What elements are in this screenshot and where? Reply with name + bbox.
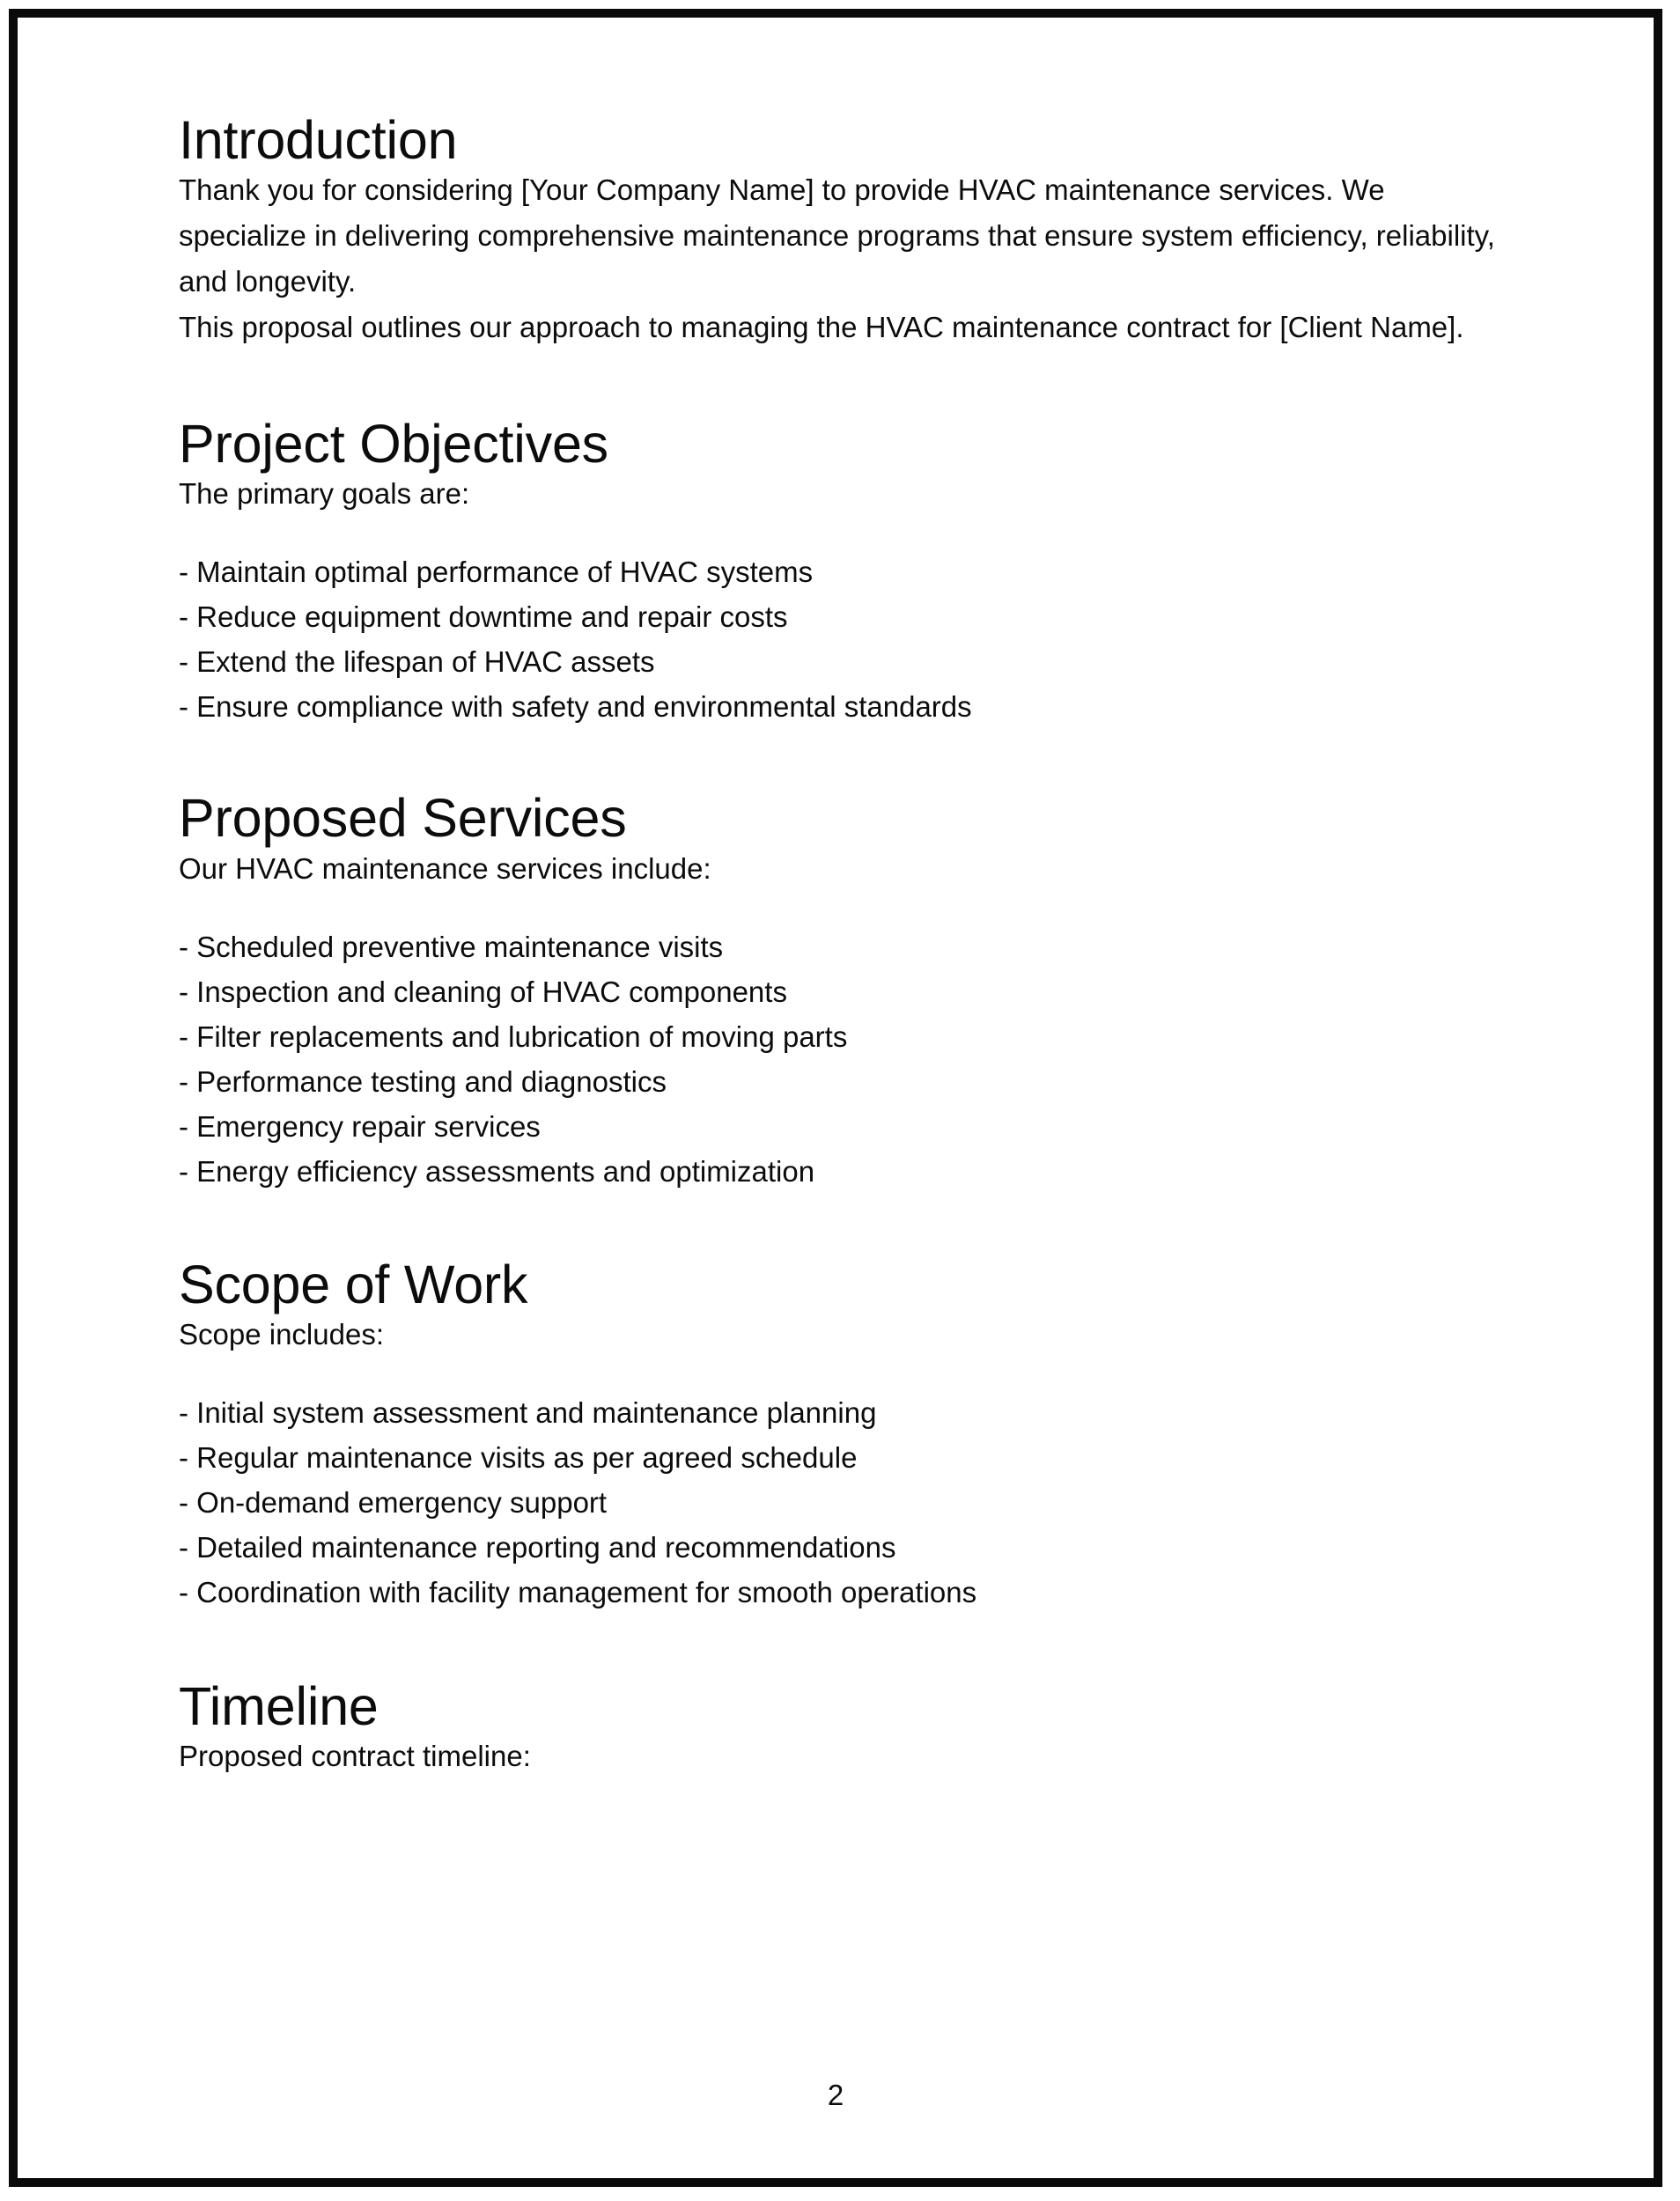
list-item: - Extend the lifespan of HVAC assets	[179, 645, 655, 679]
section-scope-of-work	[179, 1254, 1517, 1615]
list-item: - Reduce equipment downtime and repair costs	[179, 600, 788, 634]
page-border-frame	[9, 9, 1662, 2187]
document-page	[18, 18, 1654, 2178]
section-proposed-services	[179, 788, 1517, 1193]
list-item: - Maintain optimal performance of HVAC systems	[179, 556, 814, 589]
list-item: - Energy efficiency assessments and optimization	[179, 1154, 815, 1188]
heading-scope-of-work: Scope of Work	[179, 1254, 528, 1314]
list-proposed-services	[179, 924, 1517, 1194]
document-body	[179, 110, 1517, 1779]
section-timeline	[179, 1675, 1517, 1779]
list-project-objectives	[179, 549, 1517, 729]
section-project-objectives	[179, 416, 1517, 729]
section-introduction	[179, 110, 1517, 350]
list-item: - Inspection and cleaning of HVAC components	[179, 975, 787, 1008]
list-item: - Regular maintenance visits as per agreed schedule	[179, 1440, 858, 1474]
list-item: - Initial system assessment and maintenance planning	[179, 1395, 877, 1429]
list-item: - Ensure compliance with safety and environmental standards	[179, 690, 972, 724]
list-item: - On-demand emergency support	[179, 1485, 608, 1519]
heading-timeline: Timeline	[179, 1675, 379, 1736]
lead-project-objectives: The primary goals are:	[179, 477, 470, 511]
list-item: - Detailed maintenance reporting and recommendations	[179, 1530, 896, 1564]
heading-introduction: Introduction	[179, 110, 458, 170]
paragraph-introduction-2: This proposal outlines our approach to managing the HVAC maintenance contract for [Client Name].	[179, 311, 1464, 344]
list-item: - Emergency repair services	[179, 1109, 541, 1143]
list-item: - Coordination with facility management for smooth operations	[179, 1575, 977, 1608]
paragraph-introduction-1: Thank you for considering [Your Company Name] to provide HVAC maintenance services. We specialize in delivering comprehensive maintenance programs that ensure system efficiency, reliability, and longevity.	[179, 173, 1495, 298]
list-item: - Filter replacements and lubrication of moving parts	[179, 1020, 848, 1053]
heading-project-objectives: Project Objectives	[179, 414, 608, 475]
list-scope-of-work	[179, 1390, 1517, 1615]
heading-proposed-services: Proposed Services	[179, 788, 627, 849]
lead-timeline: Proposed contract timeline:	[179, 1740, 531, 1773]
lead-proposed-services: Our HVAC maintenance services include:	[179, 851, 711, 885]
lead-scope-of-work: Scope includes:	[179, 1317, 384, 1351]
page-number: 2	[827, 2079, 844, 2111]
list-item: - Scheduled preventive maintenance visits	[179, 930, 724, 963]
list-item: - Performance testing and diagnostics	[179, 1064, 667, 1098]
